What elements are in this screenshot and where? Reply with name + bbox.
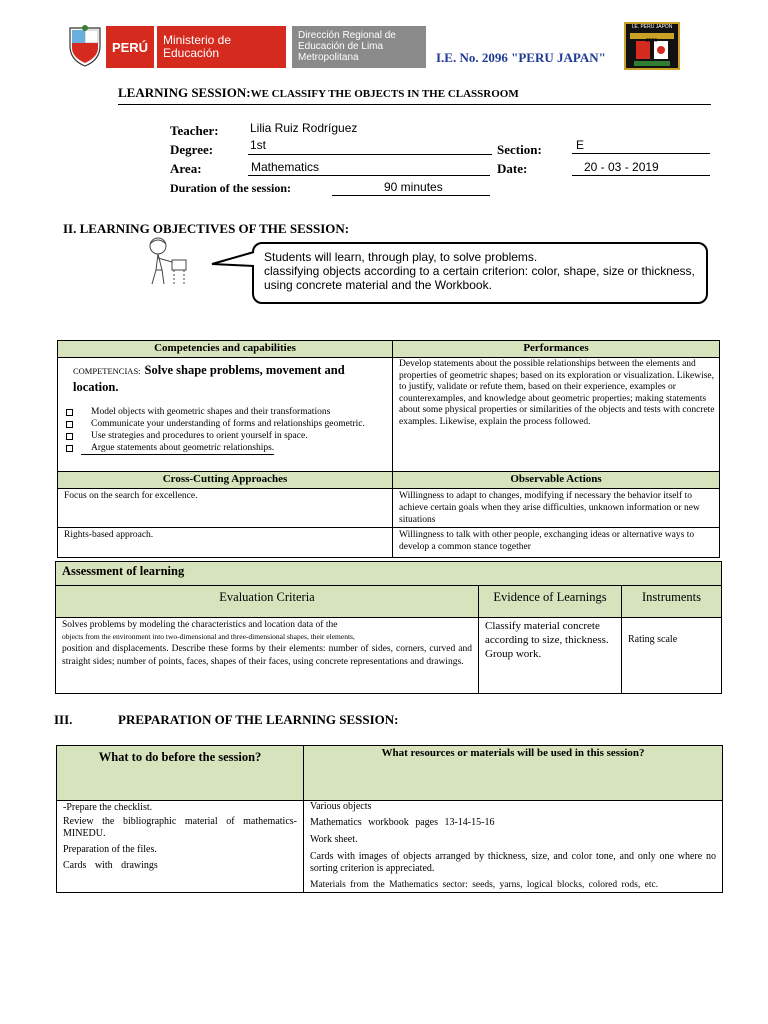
teacher-value: Lilia Ruiz Rodríguez: [250, 121, 358, 135]
session-title-topic: WE CLASSIFY THE OBJECTS IN THE CLASSROOM: [250, 88, 519, 100]
approach-name: Rights-based approach.: [58, 528, 393, 558]
duration-value: 90 minutes: [332, 180, 490, 196]
degree-label: Degree:: [170, 142, 214, 157]
direction-label: Dirección Regional de Educación de Lima Metropolitana: [298, 30, 396, 63]
competencies-header: Competencies and capabilities: [58, 341, 393, 358]
capability-text: Model objects with geometric shapes and their transformations: [91, 407, 331, 417]
teacher-drawing-icon: [138, 236, 194, 296]
preparation-heading: PREPARATION OF THE LEARNING SESSION:: [118, 712, 399, 727]
degree-value: 1st: [248, 138, 492, 155]
shield-logo: [66, 24, 104, 68]
ministry-label: Ministerio de Educación: [163, 33, 232, 60]
country-label: PERÚ: [111, 39, 149, 55]
school-badge: [624, 22, 680, 70]
objectives-bubble: [252, 242, 708, 304]
criteria-line-3: position and displacements. Describe these forms by their elements: number of sides, corners, curved and straight sides; number of points, faces, shapes of their faces, using concrete representations and drawings.: [62, 644, 472, 667]
badge-emblem-icon: [626, 31, 678, 69]
resources-cell: [304, 801, 723, 893]
performance-text: Develop statements about the possible relationships between the elements and properties of geometric shapes; based on its exploration or visualization. Likewise, to justify, validate or refute them, based on their experience, examples or counterexamples, and knowledge about geometric properties; making statements about some physical properties or similarities of the objects and tests with concrete examples. Likewise, explain the process followed.: [393, 358, 720, 472]
cross-cutting-header: Cross-Cutting Approaches: [58, 472, 393, 489]
section-label: Section:: [497, 142, 542, 157]
instruments-header: Instruments: [622, 586, 722, 618]
resource-item: Cards with images of objects arranged by thickness, size, and color tone, and only one where no sorting criterion is appreciated.: [310, 851, 716, 874]
badge-text: I.E. PERU JAPON: [631, 24, 673, 30]
approach-name: Focus on the search for excellence.: [58, 489, 393, 528]
preparation-number: III.: [54, 712, 73, 727]
criteria-line-1: Solves problems by modeling the characteristics and location data of the: [62, 620, 338, 630]
peru-logo: [106, 26, 154, 68]
assessment-table: [55, 561, 722, 694]
competencias-label: COMPETENCIAS:: [73, 366, 141, 376]
before-item: Review the bibliographic material of mathematics-MINEDU.: [63, 816, 297, 839]
bubble-pointer-icon: [210, 250, 256, 274]
objective-line-1: Students will learn, through play, to solve problems.: [264, 250, 538, 264]
capability-item: [66, 418, 386, 430]
duration-label: Duration of the session:: [170, 181, 292, 195]
observable-actions-header: Observable Actions: [393, 472, 720, 489]
competency-text: Solve shape problems, movement and location.: [73, 363, 345, 394]
capability-text: Use strategies and procedures to orient yourself in space.: [91, 431, 308, 441]
area-label: Area:: [170, 161, 202, 176]
performances-header: Performances: [393, 341, 720, 358]
coat-of-arms-icon: [66, 24, 104, 68]
date-value: 20 - 03 - 2019: [572, 160, 710, 176]
objective-line-2: classifying objects according to a certain criterion: color, shape, size or thickness, using concrete material and the Workbook.: [264, 264, 695, 292]
criteria-cell: [56, 618, 479, 694]
competencies-cell: [58, 358, 393, 472]
resource-item: Materials from the Mathematics sector: seeds, yarns, logical blocks, colored rods, etc.: [310, 880, 659, 890]
before-cell: [57, 801, 304, 893]
capability-text: Communicate your understanding of forms and relationships geometric.: [91, 419, 365, 429]
approach-action: Willingness to talk with other people, exchanging ideas or alternative ways to develop a common stance together: [393, 528, 720, 558]
evidence-cell: Classify material concrete according to size, thickness. Group work.: [479, 618, 622, 694]
badge-number: 2096: [646, 38, 658, 44]
school-name: I.E. No. 2096 "PERU JAPAN": [436, 50, 606, 65]
teacher-label: Teacher:: [170, 123, 219, 138]
date-label: Date:: [497, 161, 528, 176]
teacher-illustration: [138, 236, 194, 296]
resource-item: Mathematics workbook pages 13-14-15-16: [310, 817, 495, 828]
resources-header: What resources or materials will be used in this session?: [304, 746, 723, 801]
objectives-heading: II. LEARNING OBJECTIVES OF THE SESSION:: [63, 221, 350, 236]
direction-logo: [292, 26, 426, 68]
before-item: Cards with drawings: [63, 860, 158, 871]
area-value: Mathematics: [248, 160, 490, 176]
preparation-table: [56, 745, 723, 893]
criteria-line-2: objects from the environment into two-dimensional and three-dimensional shapes, their elements,: [62, 632, 355, 641]
resource-item: Work sheet.: [310, 834, 358, 845]
before-item: -Prepare the checklist.: [63, 802, 153, 813]
instrument-cell: Rating scale: [622, 618, 722, 694]
assessment-heading: Assessment of learning: [56, 562, 722, 586]
session-title: [118, 84, 711, 105]
before-item: Preparation of the files.: [63, 844, 157, 855]
capability-text: Argue statements about geometric relationships.: [81, 442, 274, 455]
resource-item: Various objects: [310, 801, 372, 812]
before-header: What to do before the session?: [57, 746, 304, 801]
session-title-prefix: LEARNING SESSION:: [118, 85, 251, 100]
section-value: E: [572, 138, 710, 154]
evidence-header: Evidence of Learnings: [479, 586, 622, 618]
capability-item: [66, 430, 386, 442]
competencies-table: [57, 340, 720, 558]
criteria-header: Evaluation Criteria: [56, 586, 479, 618]
capability-item: [66, 406, 386, 418]
capability-item: [66, 442, 386, 455]
ministry-logo: [156, 26, 286, 68]
approach-action: Willingness to adapt to changes, modifying if necessary the behavior itself to achieve certain goals when they arise difficulties, unknown information or new situations: [393, 489, 720, 528]
